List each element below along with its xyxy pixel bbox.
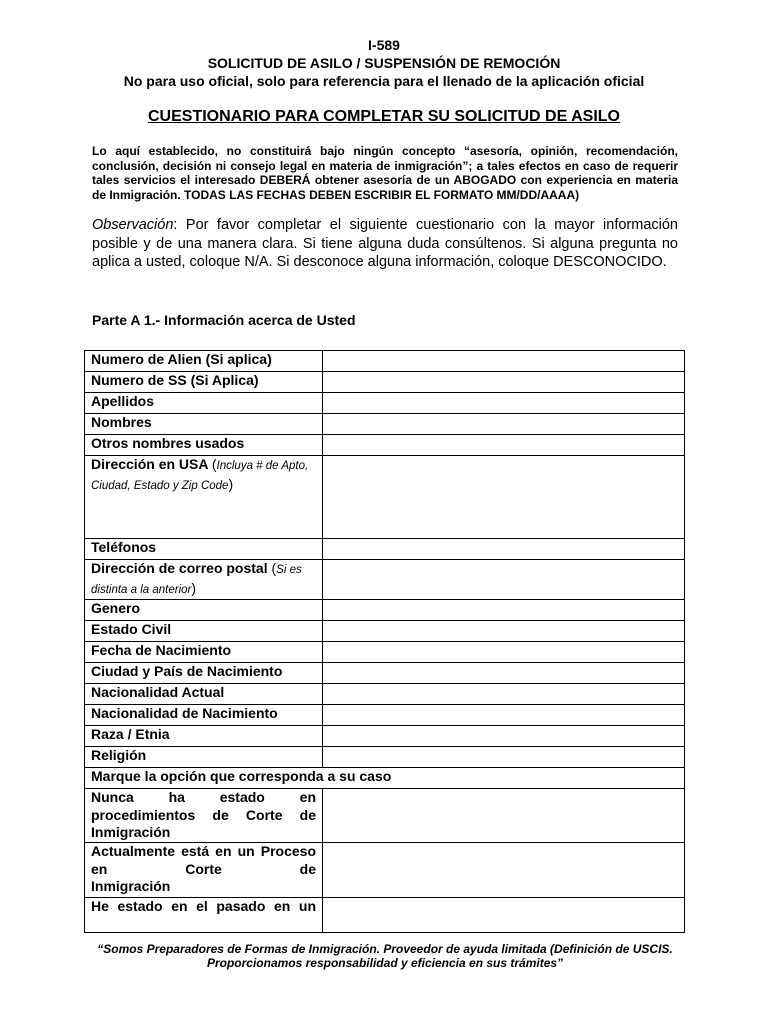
field-label-religion: Religión	[85, 747, 323, 768]
footer-disclaimer: “Somos Preparadores de Formas de Inmigración. Proveedor de ayuda limitada (Definición de USCIS. Proporcionamos responsabilidad y eficiencia en sus trámites”	[97, 942, 673, 970]
case-section-header: Marque la opción que corresponda a su caso	[85, 768, 685, 789]
table-row	[85, 456, 685, 539]
table-row	[85, 684, 685, 705]
case-option-current-line1: Actualmente está en un	[91, 843, 255, 859]
field-value-current-nationality[interactable]	[323, 684, 685, 705]
table-row	[85, 372, 685, 393]
field-label-marital-status: Estado Civil	[85, 621, 323, 642]
legal-disclaimer: Lo aquí establecido, no constituirá bajo ningún concepto “asesoría, opinión, recomendación, conclusión, decisión ni consejo legal en materia de inmigración”; a tales efectos en caso de requerir tales servicios el interesado DEBERÁ obtener asesoría de un ABOGADO con experiencia en materia de Inmigración. TODAS LAS FECHAS DEBEN ESCRIBIR EL FORMATO MM/DD/AAAA)	[92, 144, 678, 202]
field-label-ss-number: Numero de SS (Si Aplica)	[85, 372, 323, 393]
case-option-never-mark[interactable]	[323, 789, 685, 843]
case-option-never	[85, 789, 323, 843]
table-row	[85, 747, 685, 768]
field-value-birth-date[interactable]	[323, 642, 685, 663]
field-value-us-address[interactable]	[323, 456, 685, 539]
field-value-race-ethnicity[interactable]	[323, 726, 685, 747]
observation-paragraph	[92, 216, 678, 272]
table-row	[85, 600, 685, 621]
questionnaire-title: CUESTIONARIO PARA COMPLETAR SU SOLICITUD DE ASILO	[147, 108, 620, 125]
table-row	[85, 539, 685, 560]
case-option-never-line2: procedimientos de Corte de	[91, 806, 316, 823]
field-value-ss-number[interactable]	[323, 372, 685, 393]
field-value-other-names[interactable]	[323, 435, 685, 456]
mailing-address-label-text: Dirección de correo postal	[91, 560, 268, 576]
field-label-alien-number: Numero de Alien (Si aplica)	[85, 351, 323, 372]
table-row	[85, 435, 685, 456]
table-row	[85, 393, 685, 414]
field-value-alien-number[interactable]	[323, 351, 685, 372]
field-label-birth-place: Ciudad y País de Nacimiento	[85, 663, 323, 684]
case-option-never-line3: Inmigración	[91, 824, 171, 840]
us-address-note: Incluya # de Apto, Ciudad, Estado y Zip Code	[91, 460, 309, 492]
case-option-current-line2: Proceso en Corte de	[91, 843, 317, 877]
table-row	[85, 621, 685, 642]
table-row	[85, 560, 685, 600]
field-label-race-ethnicity: Raza / Etnia	[85, 726, 323, 747]
observation-label: Observación	[92, 217, 174, 233]
field-value-phones[interactable]	[323, 539, 685, 560]
table-row	[85, 789, 685, 843]
case-option-never-line1: Nunca ha estado en	[91, 789, 316, 805]
field-label-birth-date: Fecha de Nacimiento	[85, 642, 323, 663]
field-label-current-nationality: Nacionalidad Actual	[85, 684, 323, 705]
field-label-phones: Teléfonos	[85, 539, 323, 560]
observation-text: : Por favor completar el siguiente cuestionario con la mayor información posible y de una manera clara. Si tiene alguna duda consúltenos. Si alguna pregunta no aplica a usted, coloque N/A. Si desconoce alguna información, coloque DESCONOCIDO.	[92, 217, 678, 270]
table-row	[85, 351, 685, 372]
case-option-past-mark[interactable]	[323, 898, 685, 933]
us-address-label-text: Dirección en USA	[91, 456, 208, 472]
field-value-marital-status[interactable]	[323, 621, 685, 642]
field-label-other-names: Otros nombres usados	[85, 435, 323, 456]
field-value-mailing-address[interactable]	[323, 560, 685, 600]
field-label-us-address: Dirección en USA (Incluya # de Apto, Ciudad, Estado y Zip Code)	[85, 456, 323, 539]
form-number: I-589	[368, 37, 400, 53]
field-value-birth-place[interactable]	[323, 663, 685, 684]
applicant-info-table	[84, 350, 685, 933]
table-row	[85, 768, 685, 789]
field-value-religion[interactable]	[323, 747, 685, 768]
table-row	[85, 726, 685, 747]
case-option-current-mark[interactable]	[323, 843, 685, 898]
form-title: SOLICITUD DE ASILO / SUSPENSIÓN DE REMOCIÓN	[207, 55, 561, 71]
table-row	[85, 705, 685, 726]
table-row	[85, 414, 685, 435]
field-value-birth-nationality[interactable]	[323, 705, 685, 726]
case-option-current-line3: Inmigración	[91, 878, 171, 894]
table-row	[85, 642, 685, 663]
field-label-mailing-address: Dirección de correo postal (Si es distinta a la anterior)	[85, 560, 323, 600]
case-option-current	[85, 843, 323, 898]
field-label-birth-nationality: Nacionalidad de Nacimiento	[85, 705, 323, 726]
case-option-past: He estado en el pasado en un	[85, 898, 323, 933]
field-label-gender: Genero	[85, 600, 323, 621]
field-label-first-names: Nombres	[85, 414, 323, 435]
field-label-last-names: Apellidos	[85, 393, 323, 414]
table-row	[85, 898, 685, 933]
field-value-last-names[interactable]	[323, 393, 685, 414]
table-row	[85, 663, 685, 684]
usage-notice: No para uso oficial, solo para referencia para el llenado de la aplicación oficial	[123, 73, 645, 89]
table-row	[85, 843, 685, 898]
section-title: Parte A 1.- Información acerca de Usted	[92, 312, 356, 328]
field-value-gender[interactable]	[323, 600, 685, 621]
field-value-first-names[interactable]	[323, 414, 685, 435]
mailing-address-note: Si es distinta a la anterior	[91, 564, 302, 596]
